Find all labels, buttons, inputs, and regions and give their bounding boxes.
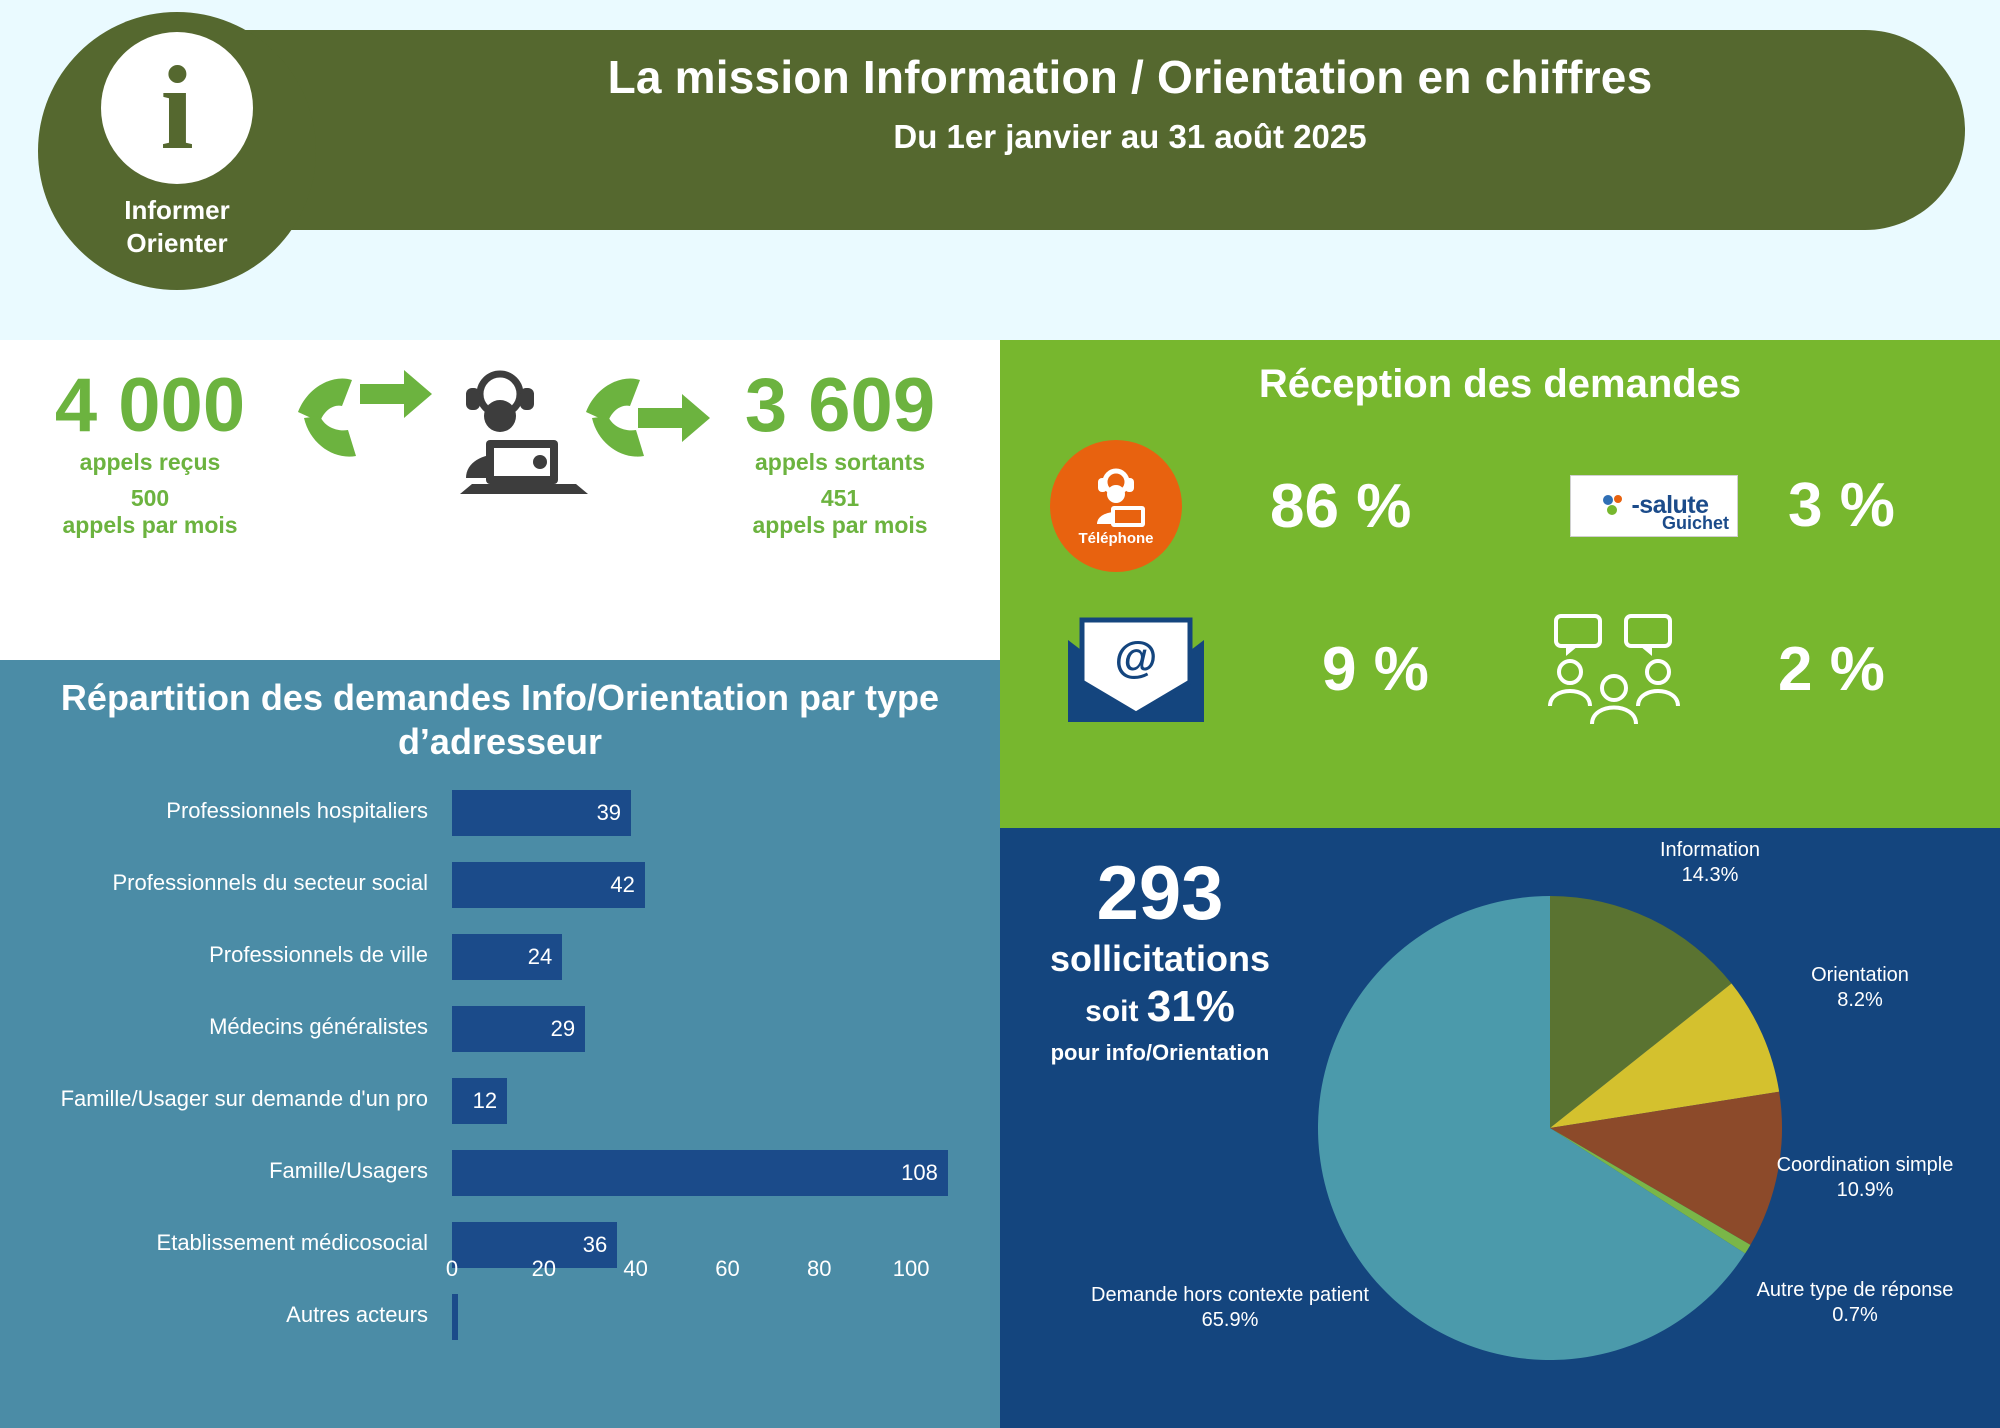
x-axis-tick: 80 <box>807 1256 832 1281</box>
outgoing-calls-block <box>710 362 970 476</box>
phone-out-icon <box>586 378 710 456</box>
bar-category-label: Famille/Usager sur demande d'un pro <box>60 1086 428 1111</box>
kpi-line3: pour info/Orientation <box>1050 1040 1270 1065</box>
phone-headset-glyph <box>1077 466 1155 528</box>
pie-chart <box>1310 888 1790 1368</box>
reception-panel <box>1000 340 2000 828</box>
bar-fill <box>452 1150 948 1196</box>
outgoing-calls-month-value: 451 <box>820 485 860 511</box>
pie-slice-percent: 14.3% <box>1681 864 1739 886</box>
agent-headset-icon <box>460 374 588 494</box>
reception-item-email <box>1060 610 1429 728</box>
x-axis-tick: 100 <box>892 1256 930 1281</box>
pie-chart-panel <box>1000 828 2000 1428</box>
bar-track <box>452 1294 980 1340</box>
pie-slice-percent: 10.9% <box>1836 1179 1894 1201</box>
bar-value-label: 12 <box>472 1088 498 1113</box>
pie-slice-label <box>1740 1153 1990 1203</box>
bar-track <box>452 862 980 908</box>
bar-category-label: Autres acteurs <box>286 1302 428 1327</box>
kpi-line2-prefix: soit <box>1085 995 1147 1028</box>
header-band <box>0 0 2000 340</box>
meeting-people-icon <box>1540 610 1690 728</box>
bar-category-label: Professionnels de ville <box>209 942 428 967</box>
svg-text:@: @ <box>1114 633 1158 682</box>
pie-slice-name: Information <box>1659 839 1761 861</box>
reception-item-telephone <box>1050 440 1411 572</box>
incoming-calls-month-value: 500 <box>130 485 170 511</box>
reception-value-meeting: 2 % <box>1778 634 1885 704</box>
kpi-line1: sollicitations <box>1049 938 1271 979</box>
bar-category-label: Famille/Usagers <box>269 1158 428 1183</box>
info-icon: i <box>101 32 253 184</box>
bar-category-label: Etablissement médicosocial <box>156 1230 428 1255</box>
reception-item-meeting <box>1540 610 1885 728</box>
bar-row <box>0 1150 1000 1196</box>
phone-badge-label: Téléphone <box>1078 529 1154 547</box>
logo <box>38 12 316 290</box>
page-title: La mission Information / Orientation en chiffres <box>607 51 1653 103</box>
bar-value-label: 42 <box>610 872 635 897</box>
bar-track <box>452 934 980 980</box>
pie-slice-name: Coordination simple <box>1776 1154 1954 1176</box>
kpi-line2-strong: 31% <box>1146 982 1235 1031</box>
x-axis-tick: 0 <box>445 1256 459 1281</box>
bar-value-label: 29 <box>550 1016 576 1041</box>
bar-value-label: 24 <box>527 944 553 969</box>
bar-chart-x-axis <box>445 1256 980 1296</box>
pie-slice-label <box>1600 838 1820 888</box>
kpi-line2 <box>1010 982 1310 1032</box>
x-axis-tick: 60 <box>715 1256 740 1281</box>
outgoing-calls-month-block <box>710 485 970 539</box>
bar-row <box>0 1294 1000 1340</box>
bar-track <box>452 790 980 836</box>
bar-track <box>452 1150 980 1196</box>
esalute-sub-text: Guichet <box>1661 512 1729 533</box>
bar-fill <box>452 1294 458 1340</box>
bar-category-label: Professionnels du secteur social <box>112 870 428 895</box>
logo-labels <box>124 194 229 259</box>
bar-value-label: 39 <box>596 800 622 825</box>
pie-chart-svg <box>1310 888 1790 1368</box>
pie-slice-percent: 65.9% <box>1201 1309 1259 1331</box>
x-axis-tick: 40 <box>623 1256 648 1281</box>
bar-category-label: Professionnels hospitaliers <box>166 798 428 823</box>
pie-slice-name: Autre type de réponse <box>1756 1279 1954 1301</box>
pie-slice-label <box>1080 1283 1380 1333</box>
pie-slice-percent: 8.2% <box>1837 989 1883 1011</box>
bar-category-label: Médecins généralistes <box>209 1014 428 1039</box>
outgoing-calls-month-label: appels par mois <box>752 512 928 538</box>
esalute-guichet-icon <box>1570 475 1738 537</box>
incoming-calls-block <box>30 362 270 476</box>
calls-panel <box>0 340 1000 660</box>
bar-row <box>0 934 1000 980</box>
page-subtitle: Du 1er janvier au 31 août 2025 <box>893 118 1367 155</box>
x-axis-tick: 20 <box>531 1256 557 1281</box>
logo-line-orienter: Orienter <box>126 227 228 258</box>
kpi-number: 293 <box>1096 851 1224 936</box>
reception-value-email: 9 % <box>1322 634 1429 704</box>
incoming-calls-label: appels reçus <box>79 449 221 475</box>
call-flow-icons <box>290 360 710 500</box>
pie-slice-name: Demande hors contexte patient <box>1091 1284 1369 1306</box>
bar-row <box>0 790 1000 836</box>
incoming-calls-value: 4 000 <box>54 363 246 448</box>
outgoing-calls-label: appels sortants <box>755 449 925 475</box>
bar-value-label: 36 <box>582 1232 608 1257</box>
reception-item-esalute <box>1570 470 1895 541</box>
bar-value-label: 108 <box>901 1160 938 1185</box>
bar-chart <box>0 790 1000 1390</box>
incoming-calls-month-block <box>30 485 270 539</box>
reception-title: Réception des demandes <box>1258 362 1742 406</box>
logo-line-informer: Informer <box>124 195 230 225</box>
incoming-calls-month-label: appels par mois <box>62 512 238 538</box>
bar-track <box>452 1078 980 1124</box>
esalute-logo-glyph <box>1599 491 1629 521</box>
bar-chart-title: Répartition des demandes Info/Orientation par type d’adresseur <box>60 677 940 762</box>
outgoing-calls-value: 3 609 <box>744 363 936 448</box>
phone-in-icon <box>298 370 432 457</box>
bar-chart-panel <box>0 660 1000 1428</box>
header-text <box>330 50 1930 156</box>
bar-row <box>0 862 1000 908</box>
email-envelope-icon <box>1060 610 1212 728</box>
phone-headset-icon <box>1050 440 1182 572</box>
bar-row <box>0 1078 1000 1124</box>
reception-value-telephone: 86 % <box>1270 471 1412 541</box>
bar-row <box>0 1006 1000 1052</box>
kpi-block <box>1010 851 1310 1066</box>
pie-slice-percent: 0.7% <box>1832 1304 1878 1326</box>
pie-slice-label <box>1760 963 1960 1013</box>
pie-slice-label <box>1730 1278 1980 1328</box>
call-icons-group <box>290 360 710 500</box>
reception-value-esalute: 3 % <box>1788 471 1895 540</box>
bar-track <box>452 1006 980 1052</box>
esalute-text: -salute <box>1631 491 1709 519</box>
pie-slice-name: Orientation <box>1811 964 1909 986</box>
